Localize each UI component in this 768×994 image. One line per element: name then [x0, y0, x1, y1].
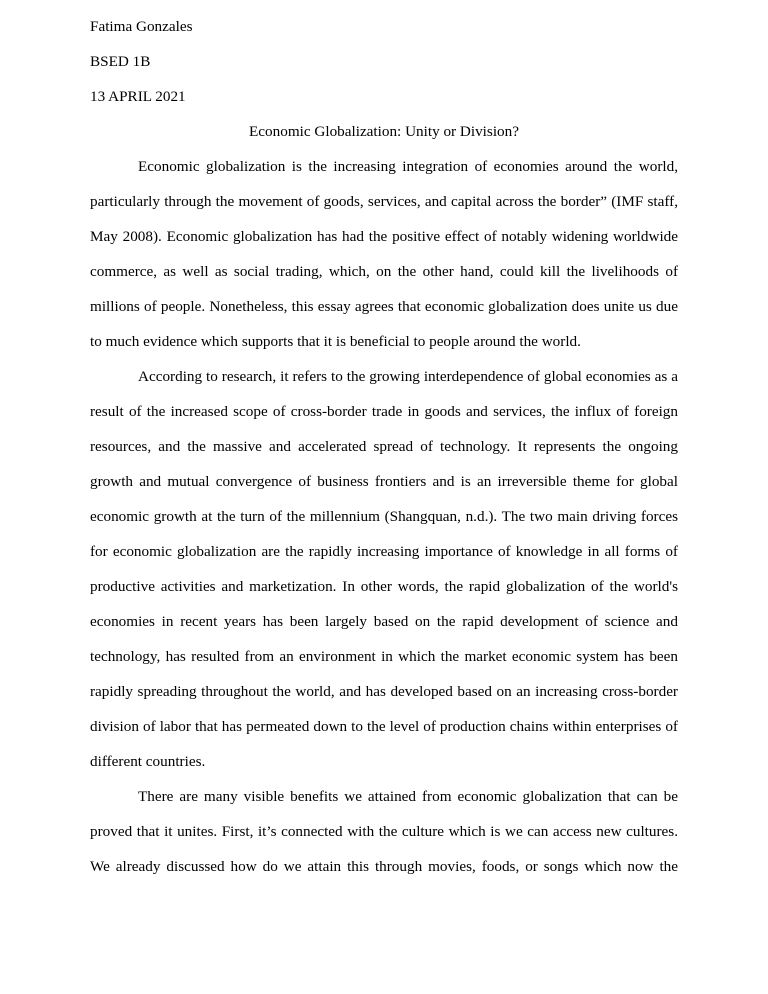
- paragraph-1: [90, 157, 678, 367]
- paragraph-line: growth and mutual convergence of business frontiers and is an irreversible theme for global: [90, 473, 678, 490]
- course-section: BSED 1B: [90, 53, 151, 70]
- essay-title: Economic Globalization: Unity or Division?: [249, 123, 519, 140]
- paragraph-line: result of the increased scope of cross-border trade in goods and services, the influx of foreign: [90, 403, 678, 420]
- paragraph-line: particularly through the movement of goods, services, and capital across the border” (IMF staff,: [90, 193, 678, 210]
- paragraph-line: May 2008). Economic globalization has had the positive effect of notably widening worldwide: [90, 228, 678, 245]
- paragraph-line: to much evidence which supports that it is beneficial to people around the world.: [90, 333, 581, 350]
- paragraph-line: economies in recent years has been largely based on the rapid development of science and: [90, 613, 678, 630]
- paragraph-2: [90, 367, 678, 787]
- paragraph-line: We already discussed how do we attain this through movies, foods, or songs which now the: [90, 858, 678, 875]
- paragraph-line: proved that it unites. First, it’s connected with the culture which is we can access new cultures.: [90, 823, 678, 840]
- paragraph-line: millions of people. Nonetheless, this essay agrees that economic globalization does unite us due: [90, 298, 678, 315]
- paragraph-line: commerce, as well as social trading, which, on the other hand, could kill the livelihoods of: [90, 263, 678, 280]
- paragraph-line: technology, has resulted from an environment in which the market economic system has been: [90, 648, 678, 665]
- paragraph-line: rapidly spreading throughout the world, and has developed based on an increasing cross-border: [90, 683, 678, 700]
- paragraph-line: division of labor that has permeated down to the level of production chains within enterprises of: [90, 718, 678, 735]
- paragraph-3: [90, 787, 678, 892]
- paragraph-line: There are many visible benefits we attained from economic globalization that can be: [138, 788, 678, 805]
- paragraph-line: Economic globalization is the increasing integration of economies around the world,: [138, 158, 678, 175]
- essay-date: 13 APRIL 2021: [90, 88, 186, 105]
- paragraph-line: According to research, it refers to the growing interdependence of global economies as a: [138, 368, 678, 385]
- paragraph-line: economic growth at the turn of the millennium (Shangquan, n.d.). The two main driving forces: [90, 508, 678, 525]
- author-name: Fatima Gonzales: [90, 18, 193, 35]
- paragraph-line: different countries.: [90, 753, 206, 770]
- paragraph-line: productive activities and marketization. In other words, the rapid globalization of the world's: [90, 578, 678, 595]
- paragraph-line: for economic globalization are the rapidly increasing importance of knowledge in all forms of: [90, 543, 678, 560]
- paragraph-line: resources, and the massive and accelerated spread of technology. It represents the ongoing: [90, 438, 678, 455]
